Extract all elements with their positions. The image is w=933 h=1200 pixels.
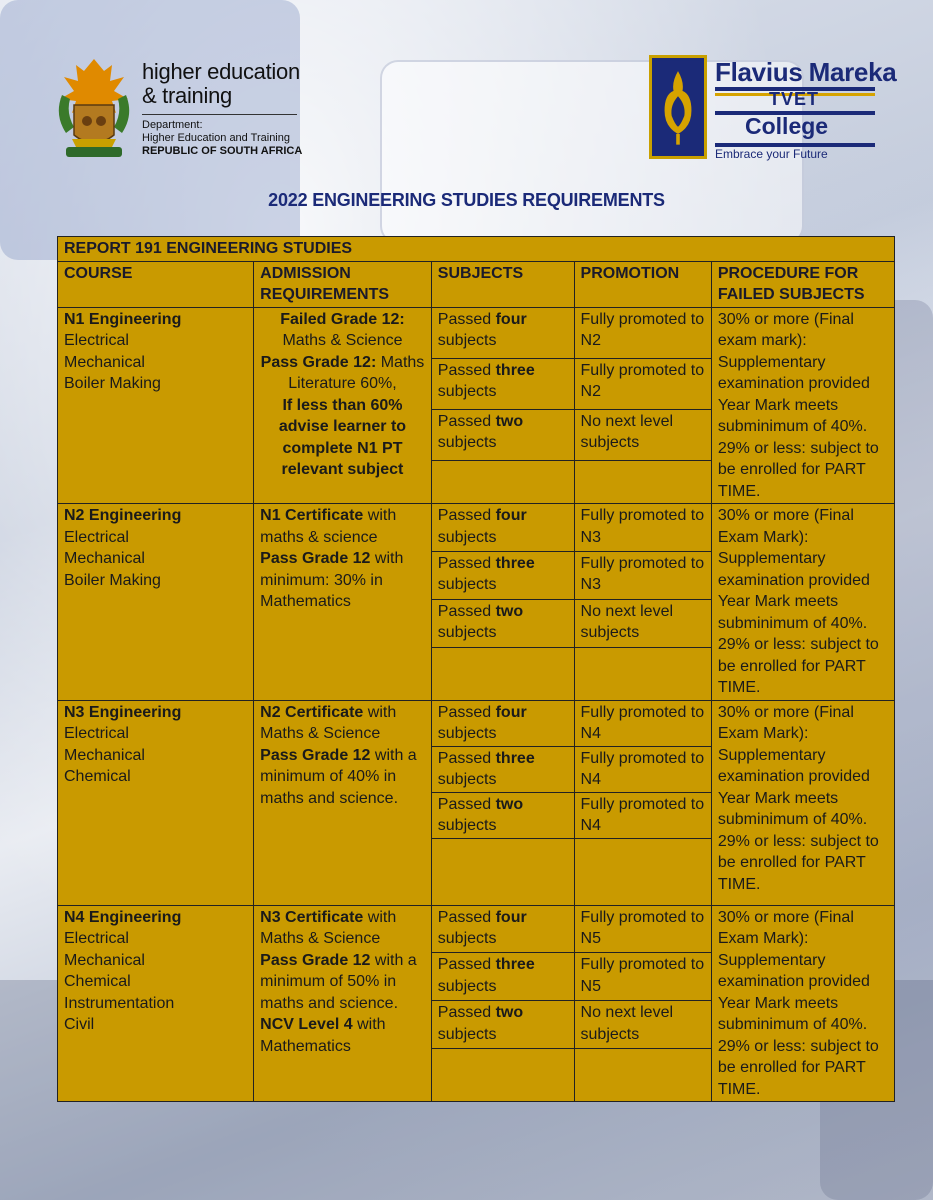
row-4-course: N4 Engineering Electrical Mechanical Chemical Instrumentation Civil — [58, 905, 254, 1102]
row-3-subjects-blank — [431, 838, 574, 905]
row-1-subjects-two: Passed two subjects — [431, 409, 574, 460]
row-4-promo-three: Fully promoted to N5 — [574, 953, 711, 1001]
row-2-subjects-four-count: four — [495, 507, 527, 524]
row-4-subjects-two-count: two — [495, 1004, 524, 1022]
row-4-subjects-blank — [431, 1049, 574, 1102]
row-3-line-four — [58, 700, 895, 746]
row-1-course: N1 Engineering Electrical Mechanical Boiler Making — [58, 307, 254, 504]
row-2-subjects-three-count: three — [495, 554, 535, 572]
row-4-subjects-three-count: three — [495, 956, 535, 974]
row-4-subjects-two: Passed two subjects — [431, 1001, 574, 1049]
row-2-adm1-bold: N1 Certificate — [260, 507, 364, 524]
row-3-subjects-two-count: two — [495, 795, 524, 813]
report-title: REPORT 191 ENGINEERING STUDIES — [58, 237, 895, 262]
row-1-promo-two: No next level subjects — [574, 409, 711, 460]
row-1-adm1-bold: Failed Grade 12: — [280, 310, 405, 328]
requirements-table — [57, 236, 895, 1102]
row-4-procedure: 30% or more (Final Exam Mark): Supplementary examination provided Year Mark meets subminimum of 40%. 29% or less: subject to be enrolled for PART TIME. — [711, 905, 894, 1102]
row-2-course-title: N2 Engineering — [64, 507, 182, 524]
header-course: COURSE — [58, 261, 254, 307]
report-title-row — [58, 237, 895, 262]
row-4-adm1-bold: N3 Certificate — [260, 908, 364, 926]
page-header — [0, 0, 933, 180]
row-4-adm3-bold: NCV Level 4 — [260, 1016, 353, 1033]
header-subjects: SUBJECTS — [431, 261, 574, 307]
row-4-subjects-four: Passed four subjects — [431, 905, 574, 953]
row-1-promo-three: Fully promoted to N2 — [574, 358, 711, 409]
row-3-subjects-four: Passed four subjects — [431, 700, 574, 746]
row-1-subjects-three: Passed three subjects — [431, 358, 574, 409]
row-1-subjects-four: Passed four subjects — [431, 307, 574, 358]
row-3-course: N3 Engineering Electrical Mechanical Chemical — [58, 700, 254, 905]
row-2-line-four — [58, 504, 895, 552]
row-1-subjects-two-count: two — [495, 412, 524, 430]
coat-of-arms-icon — [52, 55, 136, 165]
header-promotion: PROMOTION — [574, 261, 711, 307]
row-1-line-four — [58, 307, 895, 358]
college-tagline: Embrace your Future — [715, 147, 828, 161]
college-word: College — [745, 113, 829, 139]
row-3-promo-four: Fully promoted to N4 — [574, 700, 711, 746]
row-4-promo-four: Fully promoted to N5 — [574, 905, 711, 953]
row-3-adm1-bold: N2 Certificate — [260, 703, 364, 721]
row-4-subjects-three: Passed three subjects — [431, 953, 574, 1001]
dhet-wordmark — [142, 60, 302, 158]
row-2-subjects-two: Passed two subjects — [431, 599, 574, 647]
row-2-promo-three: Fully promoted to N3 — [574, 551, 711, 599]
dhet-dept-name: Higher Education and Training — [142, 132, 290, 144]
row-2-admission: N1 Certificate with maths & science Pass Grade 12 with minimum: 30% in Mathematics — [254, 504, 432, 701]
row-1-adm2-bold: Pass Grade 12: — [260, 353, 377, 371]
row-2-course: N2 Engineering Electrical Mechanical Boiler Making — [58, 504, 254, 701]
row-3-subjects-two: Passed two subjects — [431, 792, 574, 838]
row-2-subjects-blank — [431, 647, 574, 700]
dhet-line2: & training — [142, 83, 232, 108]
dhet-country: REPUBLIC OF SOUTH AFRICA — [142, 145, 303, 157]
dhet-dept-label: Department: — [142, 119, 203, 131]
row-3-admission: N2 Certificate with Maths & Science Pass Grade 12 with a minimum of 40% in maths and science. — [254, 700, 432, 905]
row-2-promo-blank — [574, 647, 711, 700]
row-1-adm3-bold: If less than 60% advise learner to complete N1 PT relevant subject — [278, 396, 407, 478]
college-tvet: TVET — [769, 89, 820, 109]
row-1-admission: Failed Grade 12: Maths & Science Pass Grade 12: Maths Literature 60%, If less than 60% advise learner to complete N1 PT relevant subject — [254, 307, 432, 504]
college-name — [715, 57, 896, 88]
dhet-divider — [142, 114, 297, 115]
row-1-procedure: 30% or more (Final exam mark): Supplementary examination provided Year Mark meets subminimum of 40%. 29% or less: subject to be enrolled for PART TIME. — [711, 307, 894, 504]
header-row — [58, 261, 895, 307]
row-3-subjects-three: Passed three subjects — [431, 746, 574, 792]
row-2-adm2-bold: Pass Grade 12 — [260, 550, 371, 567]
row-2-subjects-four: Passed four subjects — [431, 504, 574, 552]
row-4-subjects-four-count: four — [495, 908, 527, 926]
row-2-subjects-three: Passed three subjects — [431, 551, 574, 599]
row-1-course-title: N1 Engineering — [64, 310, 182, 328]
dhet-line1: higher education — [142, 59, 300, 84]
row-3-adm2-bold: Pass Grade 12 — [260, 746, 371, 764]
row-2-procedure: 30% or more (Final Exam Mark): Supplementary examination provided Year Mark meets subminimum of 40%. 29% or less: subject to be enrolled for PART TIME. — [711, 504, 894, 701]
row-1-subjects-three-count: three — [495, 361, 535, 379]
row-3-procedure: 30% or more (Final Exam Mark): Supplementary examination provided Year Mark meets subminimum of 40%. 29% or less: subject to be enrolled for PART TIME. — [711, 700, 894, 905]
row-4-admission: N3 Certificate with Maths & Science Pass Grade 12 with a minimum of 50% in maths and science. NCV Level 4 with Mathematics — [254, 905, 432, 1102]
row-1-promo-four: Fully promoted to N2 — [574, 307, 711, 358]
row-3-promo-blank — [574, 838, 711, 905]
college-name-first: Flavius — [715, 57, 803, 87]
row-4-promo-blank — [574, 1049, 711, 1102]
page-title: 2022 ENGINEERING STUDIES REQUIREMENTS — [268, 190, 665, 210]
row-4-course-title: N4 Engineering — [64, 908, 182, 926]
header-procedure: PROCEDURE FOR FAILED SUBJECTS — [711, 261, 894, 307]
college-logo — [649, 55, 897, 165]
row-3-promo-three: Fully promoted to N4 — [574, 746, 711, 792]
row-3-promo-two: Fully promoted to N4 — [574, 792, 711, 838]
row-2-promo-two: No next level subjects — [574, 599, 711, 647]
row-1-subjects-blank — [431, 461, 574, 504]
row-2-promo-four: Fully promoted to N3 — [574, 504, 711, 552]
header-admission: ADMISSION REQUIREMENTS — [254, 261, 432, 307]
row-2-subjects-two-count: two — [495, 602, 524, 620]
row-1-subjects-four-count: four — [495, 310, 527, 328]
row-4-adm2-bold: Pass Grade 12 — [260, 951, 371, 969]
college-emblem-icon — [649, 55, 707, 159]
row-3-course-title: N3 Engineering — [64, 703, 182, 721]
row-4-line-four — [58, 905, 895, 953]
row-4-promo-two: No next level subjects — [574, 1001, 711, 1049]
row-3-subjects-three-count: three — [495, 749, 535, 767]
row-1-promo-blank — [574, 461, 711, 504]
college-name-last: Mareka — [808, 57, 897, 87]
row-3-subjects-four-count: four — [495, 703, 527, 721]
